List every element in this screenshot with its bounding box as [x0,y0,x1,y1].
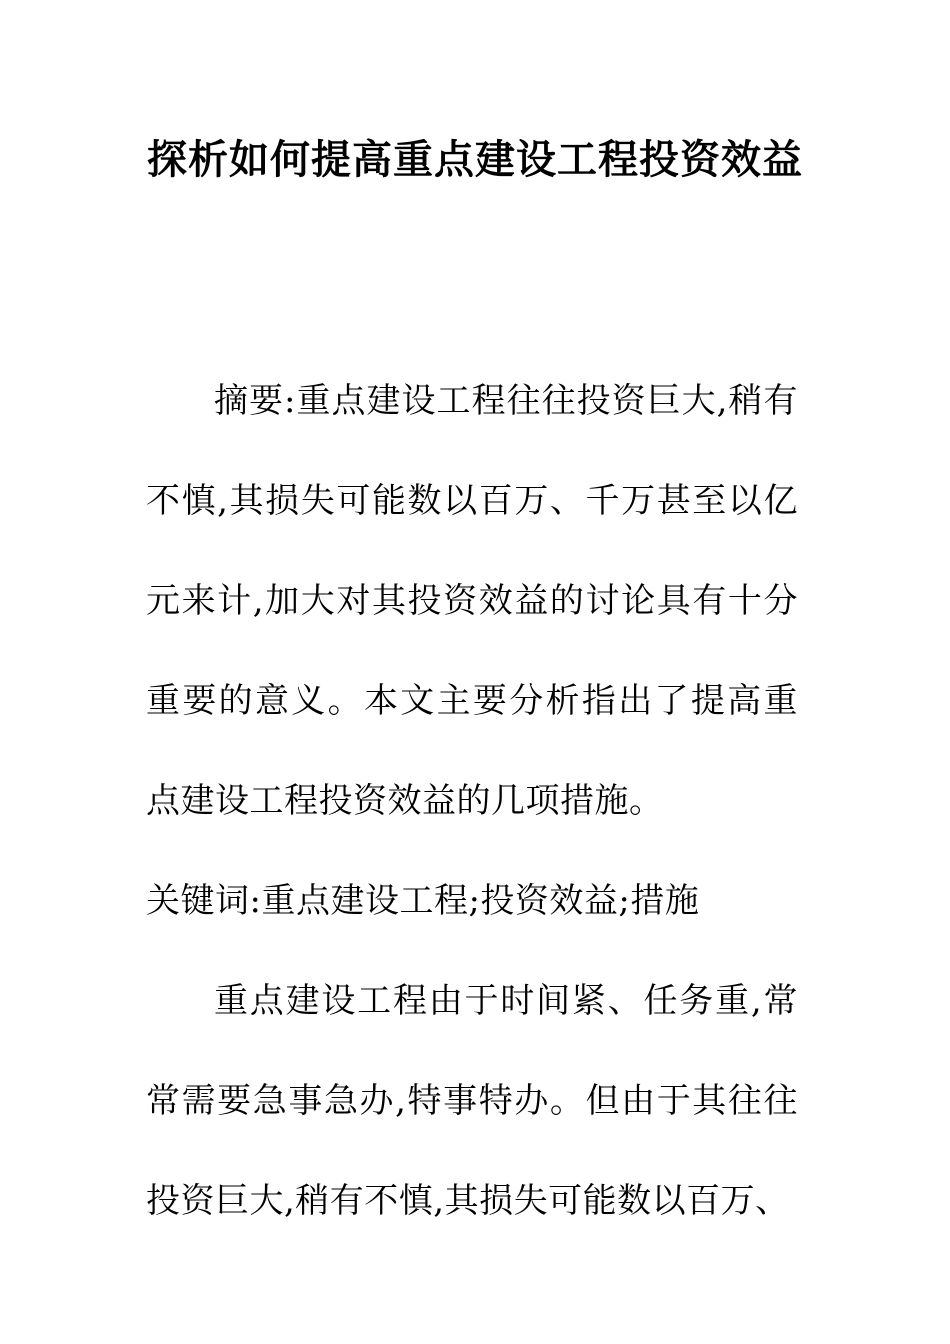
keywords-line [146,851,798,951]
document-title: 探析如何提高重点建设工程投资效益 [147,137,803,183]
body-paragraph: 重点建设工程由于时间紧、任务重,常常需要急事急办,特事特办。但由于其往往投资巨大,稍有不慎,其损失可能数以百万、 [146,981,798,1221]
abstract-label: 摘要: [214,381,296,421]
keywords-text: 重点建设工程;投资效益;措施 [261,881,700,921]
abstract-text: 重点建设工程往往投资巨大,稍有不慎,其损失可能数以百万、千万甚至以亿元来计,加大对其投资效益的讨论具有十分重要的意义。本文主要分析指出了提高重点建设工程投资效益的几项措施。 [146,381,798,821]
keywords-label: 关键词: [146,881,262,921]
abstract-paragraph [146,351,798,851]
